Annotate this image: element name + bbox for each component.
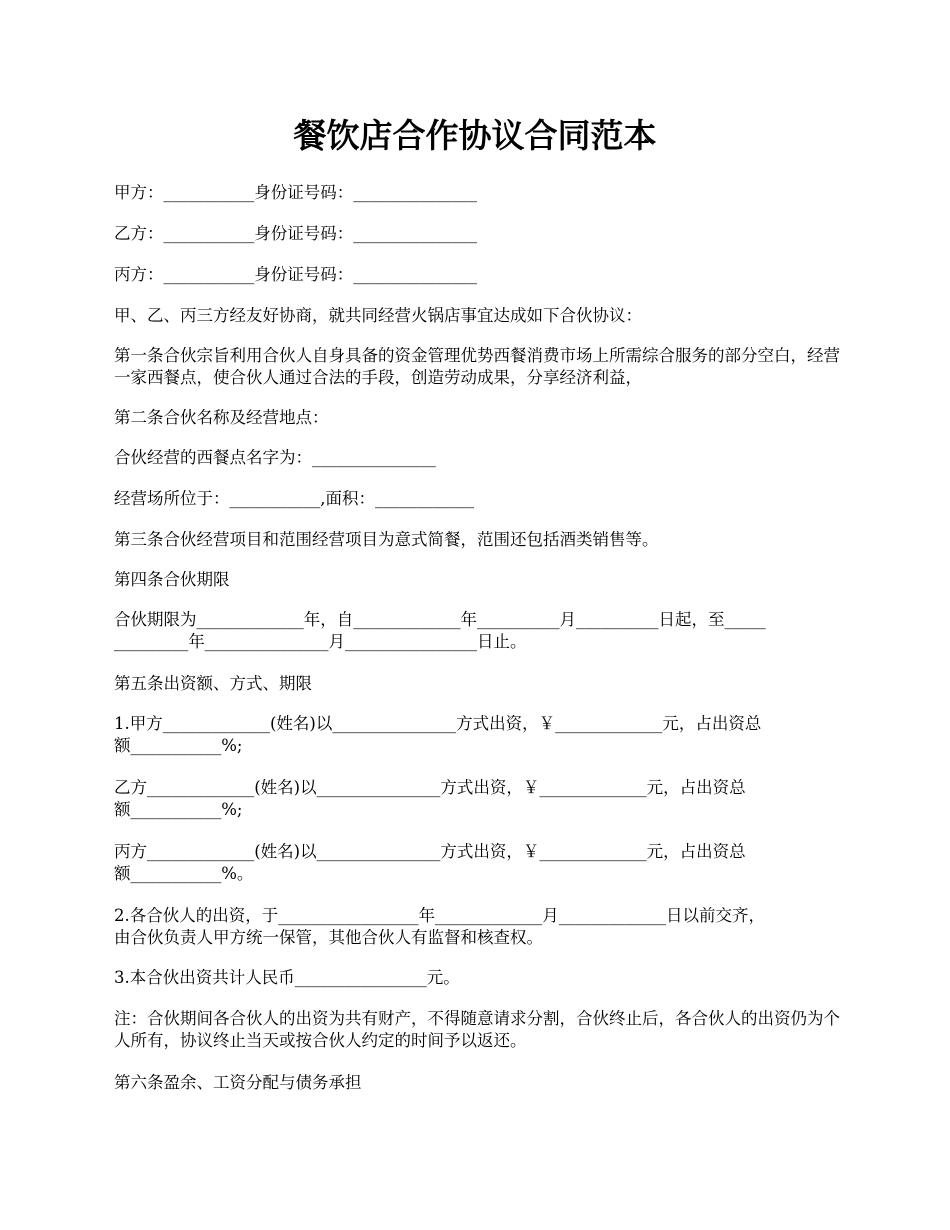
document-title: 餐饮店合作协议合同范本 — [293, 116, 657, 155]
party-b-line: 乙方：___________身份证号码：_______________ — [114, 224, 477, 243]
article-1-paragraph: 第一条合伙宗旨利用合伙人自身具备的资金管理优势西餐消费市场上所需综合服务的部分空白，经营一家西餐点，使合伙人通过合法的手段，创造劳动成果，分享经济利益， — [114, 346, 840, 387]
article-3-paragraph: 第三条合伙经营项目和范围经营项目为意式简餐，范围还包括酒类销售等。 — [114, 530, 659, 549]
intro-paragraph: 甲、乙、丙三方经友好协商，就共同经营火锅店事宜达成如下合伙协议： — [114, 306, 642, 325]
total-contribution-line: 3.本合伙出资共计人民币________________元。 — [114, 968, 460, 987]
location-area-line: 经营场所位于：___________,面积：____________ — [114, 489, 474, 508]
contribution-deadline-paragraph: 2.各合伙人的出资，于_________________年_____________月_____________日以前交齐， 由合伙负责人甲方统一保管，其他合伙人有监督和核查权。 — [114, 906, 765, 947]
article-5-heading: 第五条出资额、方式、期限 — [114, 674, 312, 693]
contribution-b-paragraph: 乙方_____________(姓名)以_______________方式出资，￥_____________元，占出资总 额___________%; — [114, 778, 746, 819]
note-paragraph: 注：合伙期间各合伙人的出资为共有财产，不得随意请求分割，合伙终止后，各合伙人的出资仍为个人所有，协议终止当天或按合伙人约定的时间予以返还。 — [114, 1009, 840, 1050]
article-6-heading: 第六条盈余、工资分配与债务承担 — [114, 1073, 362, 1092]
article-4-heading: 第四条合伙期限 — [114, 570, 230, 589]
article-2-heading: 第二条合伙名称及经营地点： — [114, 408, 329, 427]
party-c-line: 丙方：___________身份证号码：_______________ — [114, 265, 477, 284]
contribution-a-paragraph: 1.甲方_____________(姓名)以_______________方式出资，￥_____________元，占出资总 额___________%; — [114, 714, 762, 755]
restaurant-name-line: 合伙经营的西餐点名字为：_______________ — [114, 448, 436, 467]
term-paragraph: 合伙期限为_____________年，自_____________年__________月__________日起，至_____ _________年_______________月________________日止。 — [114, 610, 766, 651]
party-a-line: 甲方：___________身份证号码：_______________ — [114, 183, 477, 202]
contribution-c-paragraph: 丙方_____________(姓名)以_______________方式出资，￥_____________元，占出资总 额___________%。 — [114, 842, 746, 883]
